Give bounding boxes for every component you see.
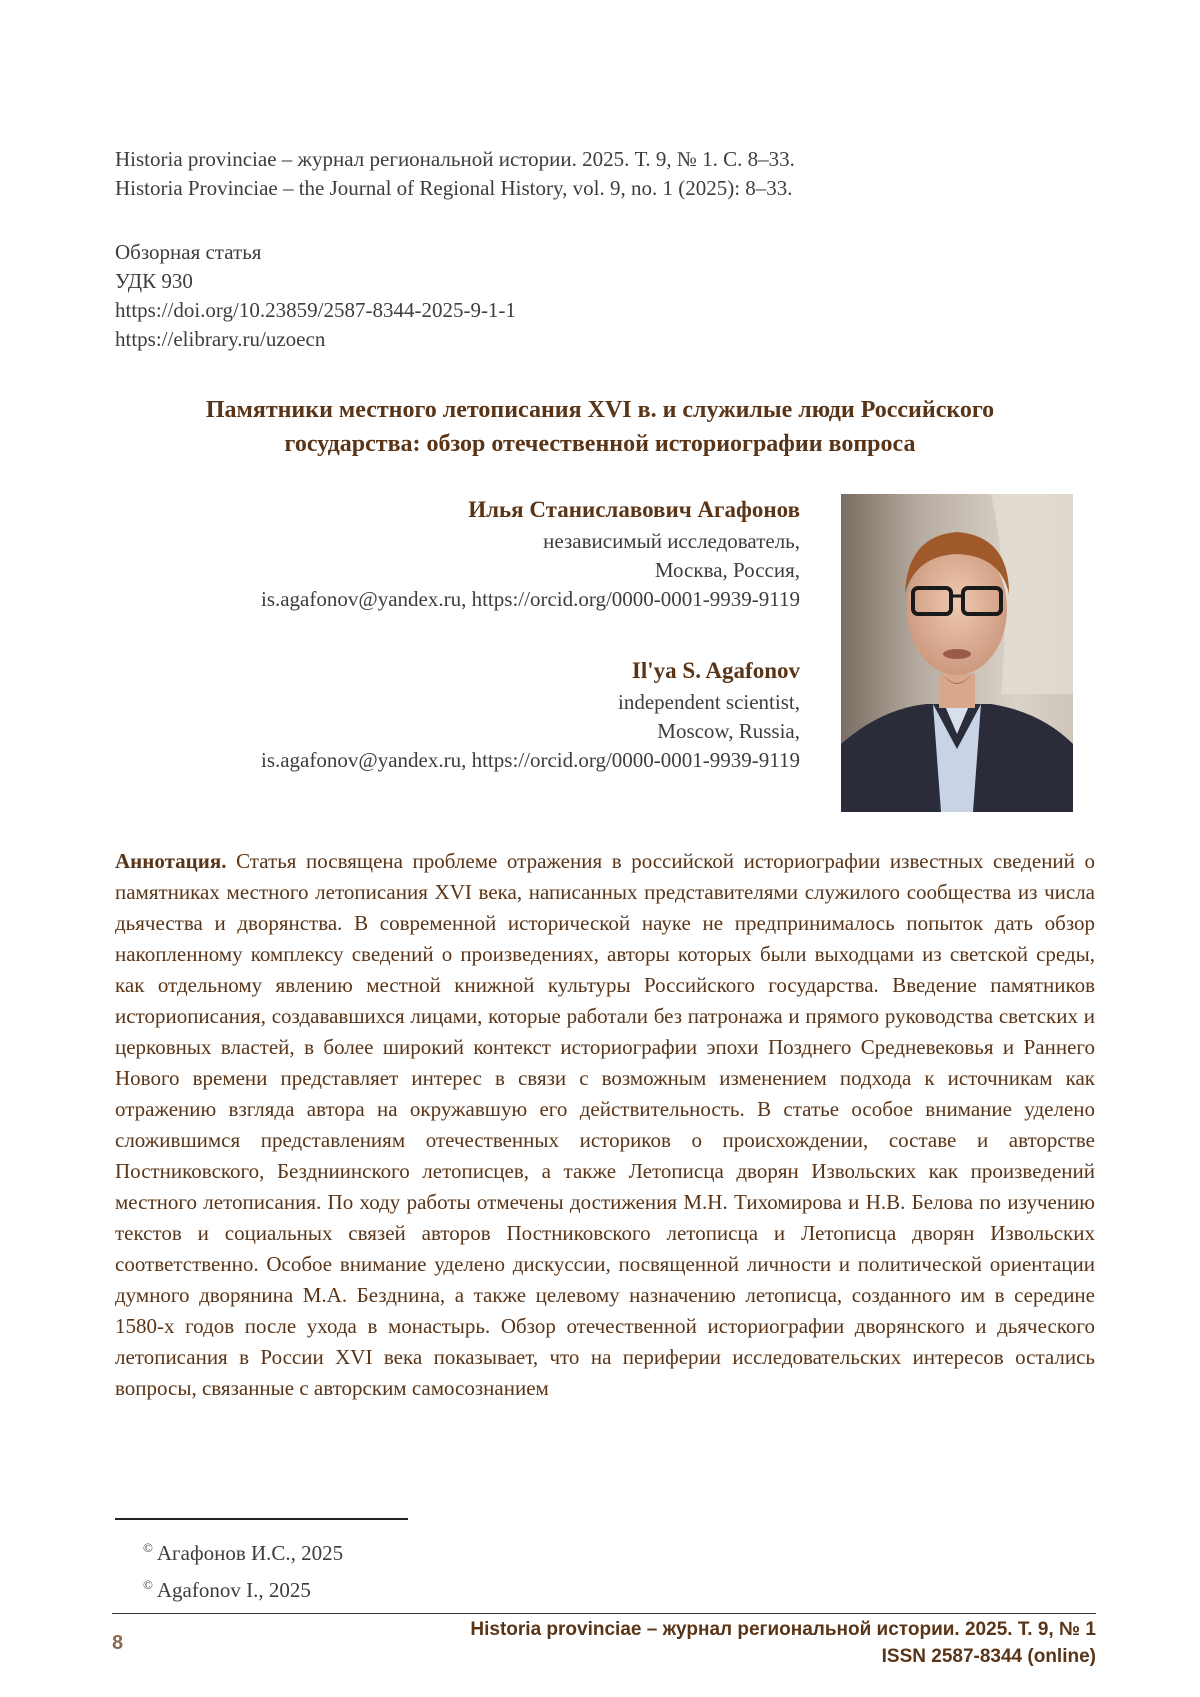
article-meta — [115, 238, 516, 354]
footer-issn: ISSN 2587-8344 (online) — [881, 1646, 1096, 1667]
author-photo — [841, 494, 1073, 812]
footer-divider — [112, 1613, 1096, 1614]
author-contacts-ru[interactable]: is.agafonov@yandex.ru, https://orcid.org/0000-0001-9939-9119 — [260, 587, 800, 611]
author-affiliation-en: independent scientist, — [618, 690, 800, 714]
author-location-ru: Москва, Россия, — [654, 558, 800, 582]
footnote-divider — [115, 1518, 408, 1520]
copyright-mark: © — [143, 1577, 153, 1592]
author-name-en: Il'ya S. Agafonov — [631, 658, 800, 683]
doi-link[interactable]: https://doi.org/10.23859/2587-8344-2025-9-1-1 — [115, 298, 516, 322]
author-ru-block — [261, 493, 800, 614]
abstract — [115, 846, 1095, 1404]
author-location-en: Moscow, Russia, — [657, 719, 800, 743]
footnote-en: © Agafonov I., 2025 — [143, 1577, 311, 1602]
title-line-1: Памятники местного летописания XVI в. и служилые люди Российского — [205, 397, 995, 423]
author-affiliation-ru: независимый исследователь, — [543, 529, 800, 553]
article-title — [115, 393, 1085, 461]
author-contacts-en[interactable]: is.agafonov@yandex.ru, https://orcid.org/0000-0001-9939-9119 — [260, 748, 800, 772]
article-type: Обзорная статья — [115, 240, 262, 264]
author-en-block — [261, 654, 800, 775]
copyright-mark: © — [143, 1540, 153, 1555]
footnotes — [143, 1532, 343, 1606]
citation-en: Historia Provinciae – the Journal of Regional History, vol. 9, no. 1 (2025): 8–33. — [115, 176, 793, 200]
abstract-text: Статья посвящена проблеме отражения в российской историографии известных сведений о памятниках местного летописания XVI века, написанных представителями служилого сообщества из числа дьячества и дворянства. В современной исторической науке не предпринималось попыток дать обзор накопленному комплексу сведений о произведениях, авторы которых были выходцами из светской среды, как отдельному явлению местной книжной культуры Российского государства. Введение памятников историописания, создававшихся лицами, которые работали без патронажа и прямого руководства светских и церковных властей, в более широкий контекст историографии эпохи Позднего Средневековья и Раннего Нового времени представляет интерес в связи с возможным изменением подхода к источникам как отражению взгляда автора на окружавшую его действительность. В статье особое внимание уделено сложившимся представлениям отечественных историков о происхождении, составе и авторстве Постниковского, Бездниинского летописцев, а также Летописца дворян Извольских как произведений местного летописания. По ходу работы отмечены достижения М.Н. Тихомирова и Н.В. Белова по изучению текстов и социальных связей авторов Постниковского летописца и Летописца дворян Извольских соответственно. Особое внимание уделено дискуссии, посвященной личности и политической ориентации думного дворянина М.А. Безднина, а также целевому назначению летописца, созданного им в середине 1580-х годов после ухода в монастырь. Обзор отечественной историографии дворянского и дьяческого летописания в России XVI века показывает, что на периферии исследовательских интересов остались вопросы, связанные с авторским самосознанием — [115, 849, 1095, 1400]
footer-journal — [470, 1616, 1096, 1670]
citation-ru: Historia provinciae – журнал региональной истории. 2025. Т. 9, № 1. С. 8–33. — [115, 147, 795, 171]
author-name-ru: Илья Станиславович Агафонов — [468, 497, 800, 522]
udc-code: УДК 930 — [115, 269, 193, 293]
title-line-2: государства: обзор отечественной историографии вопроса — [284, 431, 916, 457]
elibrary-link[interactable]: https://elibrary.ru/uzoecn — [115, 327, 326, 351]
page-number: 8 — [112, 1632, 124, 1654]
citation-block — [115, 145, 795, 203]
footnote-ru: © Агафонов И.С., 2025 — [143, 1540, 344, 1565]
footer-journal-line: Historia provinciae – журнал региональной истории. 2025. Т. 9, № 1 — [470, 1619, 1096, 1640]
abstract-label: Аннотация. — [115, 849, 227, 873]
